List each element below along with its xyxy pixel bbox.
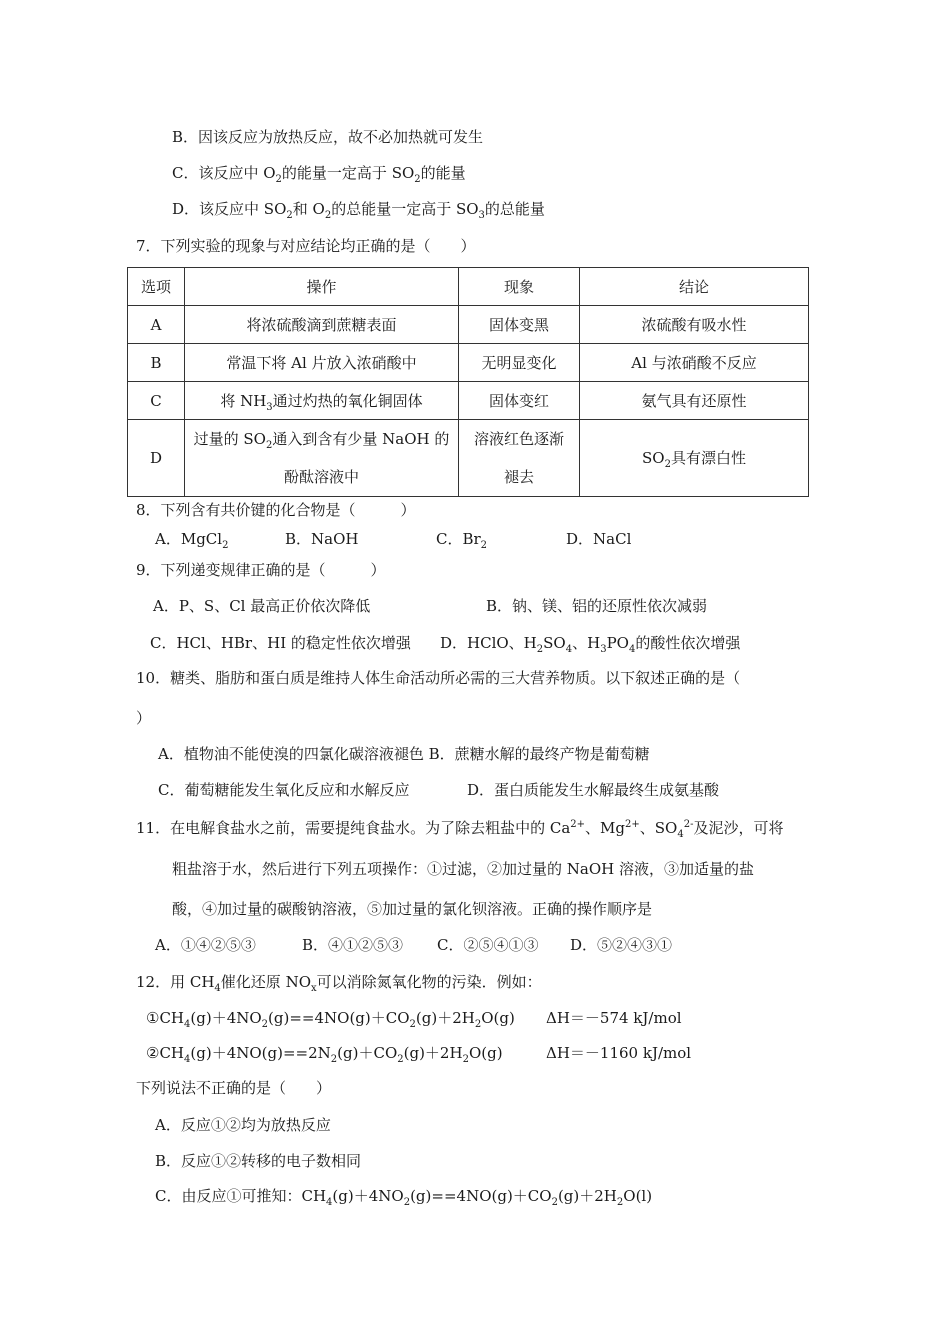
text: A．MgCl — [155, 530, 223, 548]
row-phenomenon: 固体变红 — [459, 382, 580, 420]
table-row — [128, 306, 809, 344]
subscript: 2 — [409, 1019, 416, 1030]
row-conclusion: 氨气具有还原性 — [580, 382, 809, 420]
text: (g)==4NO(g)＋CO — [268, 1009, 410, 1027]
subscript: 2 — [286, 210, 293, 221]
subscript: 4 — [184, 1054, 191, 1065]
text: (g)＋2H — [415, 1009, 475, 1027]
header-option: 选项 — [128, 268, 185, 306]
q10-option-c: C．葡萄糖能发生氧化反应和水解反应 — [158, 781, 410, 799]
superscript: 2+ — [570, 819, 586, 830]
q12-enthalpy-2: ΔH＝－1160 kJ/mol — [546, 1044, 692, 1062]
subscript: 2 — [324, 210, 332, 221]
row-option: C — [128, 382, 185, 420]
q10-question-line1: 10．糖类、脂肪和蛋白质是维持人体生命活动所必需的三大营养物质。以下叙述正确的是（ — [136, 669, 741, 687]
subscript: 2 — [275, 174, 282, 185]
q11-option-d: D．⑤②④③① — [570, 936, 673, 954]
row-option: D — [128, 420, 185, 497]
subscript: 2 — [397, 1054, 404, 1065]
q11-question-line1 — [136, 818, 783, 838]
q6-option-d — [172, 199, 545, 219]
q12-option-a: A．反应①②均为放热反应 — [155, 1116, 331, 1134]
text: 的酸性依次增强 — [635, 634, 741, 652]
q11-option-b: B．④①②⑤③ — [302, 936, 404, 954]
subscript: 2 — [462, 1054, 469, 1065]
q8-option-d: D．NaCl — [566, 530, 632, 548]
text: 褪去 — [503, 468, 534, 486]
text: C．Br — [436, 530, 481, 548]
table-row — [128, 382, 809, 420]
subscript: 2 — [480, 540, 488, 551]
text: 的总能量 — [484, 200, 545, 218]
q8-option-a — [155, 529, 228, 549]
row-conclusion — [580, 420, 809, 497]
row-operation — [185, 382, 459, 420]
text: 将 NH — [220, 391, 267, 410]
table-row — [128, 420, 809, 497]
q12-equation-1 — [146, 1008, 515, 1028]
text: O(l) — [623, 1187, 653, 1205]
table-row — [128, 344, 809, 382]
header-operation: 操作 — [185, 268, 459, 306]
subscript: 3 — [478, 210, 485, 221]
text: 和 O — [292, 200, 325, 218]
subscript: 2 — [536, 644, 544, 655]
q9-option-d — [440, 633, 740, 653]
text: D．该反应中 SO — [172, 200, 287, 218]
subscript: 2 — [330, 1054, 338, 1065]
subscript: 2 — [403, 1197, 411, 1208]
subscript: 4 — [184, 1019, 191, 1030]
text: 催化还原 NO — [220, 973, 311, 991]
text: 的能量 — [420, 164, 466, 182]
text: D．HClO、H — [440, 634, 537, 652]
header-conclusion: 结论 — [580, 268, 809, 306]
text: ①CH — [146, 1009, 185, 1027]
text: 可以消除氮氧化物的污染．例如： — [316, 973, 542, 991]
text: 的总能量一定高于 SO — [331, 200, 479, 218]
text: O(g) — [481, 1009, 515, 1027]
row-operation: 常温下将 Al 片放入浓硝酸中 — [185, 344, 459, 382]
q10-question-line2: ） — [136, 709, 152, 727]
text: PO — [606, 634, 629, 652]
text: 过量的 SO — [193, 430, 266, 448]
q10-options-ab: A．植物油不能使溴的四氯化碳溶液褪色 B．蔗糖水解的最终产物是葡萄糖 — [158, 745, 650, 763]
q6-option-c — [172, 163, 466, 183]
text: C．由反应①可推知：CH — [155, 1187, 327, 1205]
row-phenomenon: 固体变黑 — [459, 306, 580, 344]
subscript: 4 — [565, 644, 573, 655]
text: (g)＋4NO — [190, 1009, 262, 1027]
q11-question-line3: 酸，④加过量的碳酸钠溶液，⑤加过量的氯化钡溶液。正确的操作顺序是 — [172, 900, 653, 918]
row-option: B — [128, 344, 185, 382]
table-header-row — [128, 268, 809, 306]
row-conclusion: Al 与浓硝酸不反应 — [580, 344, 809, 382]
text: 12．用 CH — [136, 973, 215, 991]
superscript: 2- — [683, 819, 694, 830]
text: 酚酞溶液中 — [283, 468, 359, 486]
superscript: 2+ — [625, 819, 640, 830]
subscript: x — [311, 983, 317, 994]
text: (g)＋4NO — [332, 1187, 404, 1205]
text: SO — [543, 634, 566, 652]
text: (g)＋2H — [403, 1044, 463, 1062]
subscript: 3 — [266, 401, 273, 413]
subscript: 4 — [326, 1197, 333, 1208]
subscript: 2 — [414, 174, 421, 185]
q6-option-b: B．因该反应为放热反应，故不必加热就可发生 — [172, 128, 484, 146]
text: 通入到含有少量 NaOH 的 — [272, 430, 450, 448]
q9-option-b: B．钠、镁、铝的还原性依次减弱 — [486, 597, 708, 615]
text: 的能量一定高于 SO — [281, 164, 415, 182]
text: 、SO — [639, 819, 678, 837]
q7-table — [127, 267, 809, 497]
text: C．该反应中 O — [172, 164, 276, 182]
q11-question-line2: 粗盐溶于水，然后进行下列五项操作：①过滤，②加过量的 NaOH 溶液，③加适量的盐 — [172, 860, 754, 878]
subscript: 2 — [261, 1019, 269, 1030]
text: SO — [642, 449, 665, 467]
q12-subquestion: 下列说法不正确的是（ ） — [136, 1079, 332, 1097]
subscript: 2 — [616, 1197, 624, 1208]
q8-option-c — [436, 529, 487, 549]
text: 、H — [572, 634, 601, 652]
text: (g)==4NO(g)＋CO — [410, 1187, 552, 1205]
q12-enthalpy-1: ΔH＝－574 kJ/mol — [546, 1009, 682, 1027]
subscript: 2 — [474, 1019, 482, 1030]
q9-option-c: C．HCl、HBr、HI 的稳定性依次增强 — [150, 634, 411, 652]
q11-option-a: A．①④②⑤③ — [155, 936, 256, 954]
subscript: 4 — [214, 983, 221, 994]
row-option: A — [128, 306, 185, 344]
q8-option-b: B．NaOH — [285, 530, 359, 548]
q12-option-c — [155, 1186, 652, 1206]
row-phenomenon: 无明显变化 — [459, 344, 580, 382]
text: (g)＋CO — [337, 1044, 398, 1062]
subscript: 4 — [628, 644, 636, 655]
q7-question: 7．下列实验的现象与对应结论均正确的是（ ） — [136, 237, 476, 255]
row-phenomenon — [459, 420, 580, 497]
q9-option-a: A．P、S、Cl 最高正价依次降低 — [153, 597, 371, 615]
text: 溶液红色逐渐 — [473, 430, 564, 448]
q11-option-c: C．②⑤④①③ — [437, 936, 539, 954]
text: (g)＋4NO(g)==2N — [190, 1044, 331, 1062]
q12-equation-2 — [146, 1043, 503, 1063]
row-conclusion: 浓硫酸有吸水性 — [580, 306, 809, 344]
row-operation: 将浓硫酸滴到蔗糖表面 — [185, 306, 459, 344]
q9-question: 9．下列递变规律正确的是（ ） — [136, 561, 386, 579]
subscript: 2 — [551, 1197, 558, 1208]
text: 、Mg — [585, 819, 625, 837]
subscript: 2 — [265, 440, 273, 451]
text: O(g) — [468, 1044, 503, 1062]
text: 具有漂白性 — [670, 449, 746, 467]
subscript: 3 — [600, 644, 607, 655]
header-phenomenon: 现象 — [459, 268, 580, 306]
q10-option-d: D．蛋白质能发生水解最终生成氨基酸 — [467, 781, 720, 799]
subscript: 2 — [664, 459, 671, 470]
text: (g)＋2H — [557, 1187, 617, 1205]
subscript: 2 — [222, 540, 229, 551]
text: 及泥沙，可将 — [693, 819, 784, 837]
row-operation — [185, 420, 459, 497]
q12-option-b: B．反应①②转移的电子数相同 — [155, 1152, 362, 1170]
subscript: 4 — [677, 829, 684, 840]
text: 通过灼热的氧化铜固体 — [272, 391, 423, 410]
text: 11．在电解食盐水之前，需要提纯食盐水。为了除去粗盐中的 Ca — [136, 819, 571, 837]
text: ②CH — [146, 1044, 185, 1062]
q8-question: 8．下列含有共价键的化合物是（ ） — [136, 501, 416, 519]
q12-question — [136, 972, 542, 992]
